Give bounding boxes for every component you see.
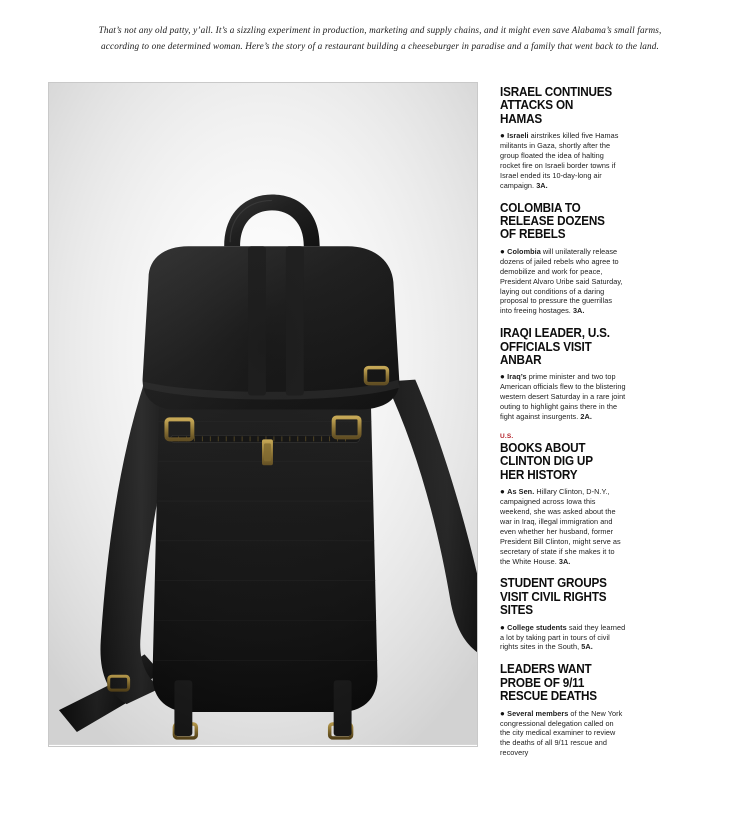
news-lead: As Sen. xyxy=(507,487,535,497)
news-text: said they learned a lot by taking part in tours of civil rights sites in the South, xyxy=(500,622,626,652)
article-deck xyxy=(50,22,710,54)
news-digest-rail xyxy=(500,86,626,769)
bullet-icon: ● xyxy=(500,131,508,141)
news-headline[interactable]: ISRAEL CONTINUES ATTACKS ON HAMAS xyxy=(500,85,612,126)
news-lead: Colombia xyxy=(507,246,541,256)
deck-line-1: That’s not any old patty, y’all. It’s a sizzling experiment in production, marketing and supply chains, and it might even save Alabama’s small farms, xyxy=(98,25,662,35)
news-headline[interactable]: BOOKS ABOUT CLINTON DIG UP HER HISTORY xyxy=(500,440,593,482)
news-text: of the New York congressional delegation called on the city medical examiner to review the deaths of all 9/11 rescue and recovery xyxy=(500,708,623,758)
bullet-icon: ● xyxy=(500,372,508,382)
news-text: prime minister and two top American officials flew to the blistering western desert Saturday in a rare joint outing to highlight gains there in the fight against insurgents. xyxy=(500,372,626,422)
news-headline[interactable]: COLOMBIA TO RELEASE DOZENS OF REBELS xyxy=(500,200,605,242)
news-text: Hillary Clinton, D-N.Y., campaigned across Iowa this weekend, she was asked about the war in Iraq, illegal immigration and even whether her husband, former President Bill Clinton, might serve as secretary of state if she makes it to the White House. xyxy=(500,487,621,566)
bullet-icon: ● xyxy=(500,487,508,497)
news-lead: College students xyxy=(507,622,567,632)
news-page-ref: 3A. xyxy=(536,180,548,190)
news-lead: Several members xyxy=(507,708,569,718)
news-body xyxy=(500,487,626,566)
news-item[interactable] xyxy=(500,663,626,758)
news-lead: Iraq’s xyxy=(507,372,527,382)
news-headline[interactable]: LEADERS WANT PROBE OF 9/11 RESCUE DEATHS xyxy=(500,662,597,704)
news-item[interactable] xyxy=(500,327,626,422)
news-headline[interactable]: IRAQI LEADER, U.S. OFFICIALS VISIT ANBAR xyxy=(500,326,610,368)
news-item[interactable] xyxy=(500,202,626,317)
bullet-icon: ● xyxy=(500,708,508,718)
news-lead: Israeli xyxy=(507,131,529,141)
news-body xyxy=(500,247,626,316)
news-text: will unilaterally release dozens of jailed rebels who agree to demobilize and work for peace, President Alvaro Uribe said Saturday, laying out conditions of a daring proposal to pressure the guerrillas into freeing hostages. xyxy=(500,246,623,316)
backpack-illustration xyxy=(49,83,477,745)
news-item[interactable] xyxy=(500,433,626,566)
news-headline[interactable]: STUDENT GROUPS VISIT CIVIL RIGHTS SITES xyxy=(500,576,607,618)
news-body xyxy=(500,623,626,653)
news-text: airstrikes killed five Hamas militants in Gaza, shortly after the group floated the idea of halting rocket fire on Israeli border towns if Israel ended its 10-day-long air campaign. xyxy=(500,131,619,190)
deck-line-2: according to one determined woman. Here’s the story of a restaurant building a cheeseburger in paradise and a family that went back to the land. xyxy=(101,41,659,51)
news-body xyxy=(500,131,626,190)
news-page-ref: 2A. xyxy=(580,412,592,422)
news-page-ref: 5A. xyxy=(581,642,593,652)
news-kicker: U.S. xyxy=(500,432,514,440)
photo-frame xyxy=(48,82,478,747)
news-body xyxy=(500,709,626,759)
bullet-icon: ● xyxy=(500,246,508,256)
bullet-icon: ● xyxy=(500,622,508,632)
news-page-ref: 3A. xyxy=(558,556,571,566)
news-item[interactable] xyxy=(500,577,626,652)
news-body xyxy=(500,372,626,422)
news-item[interactable] xyxy=(500,86,626,191)
news-page-ref: 3A. xyxy=(572,306,585,316)
product-photo xyxy=(49,83,477,746)
